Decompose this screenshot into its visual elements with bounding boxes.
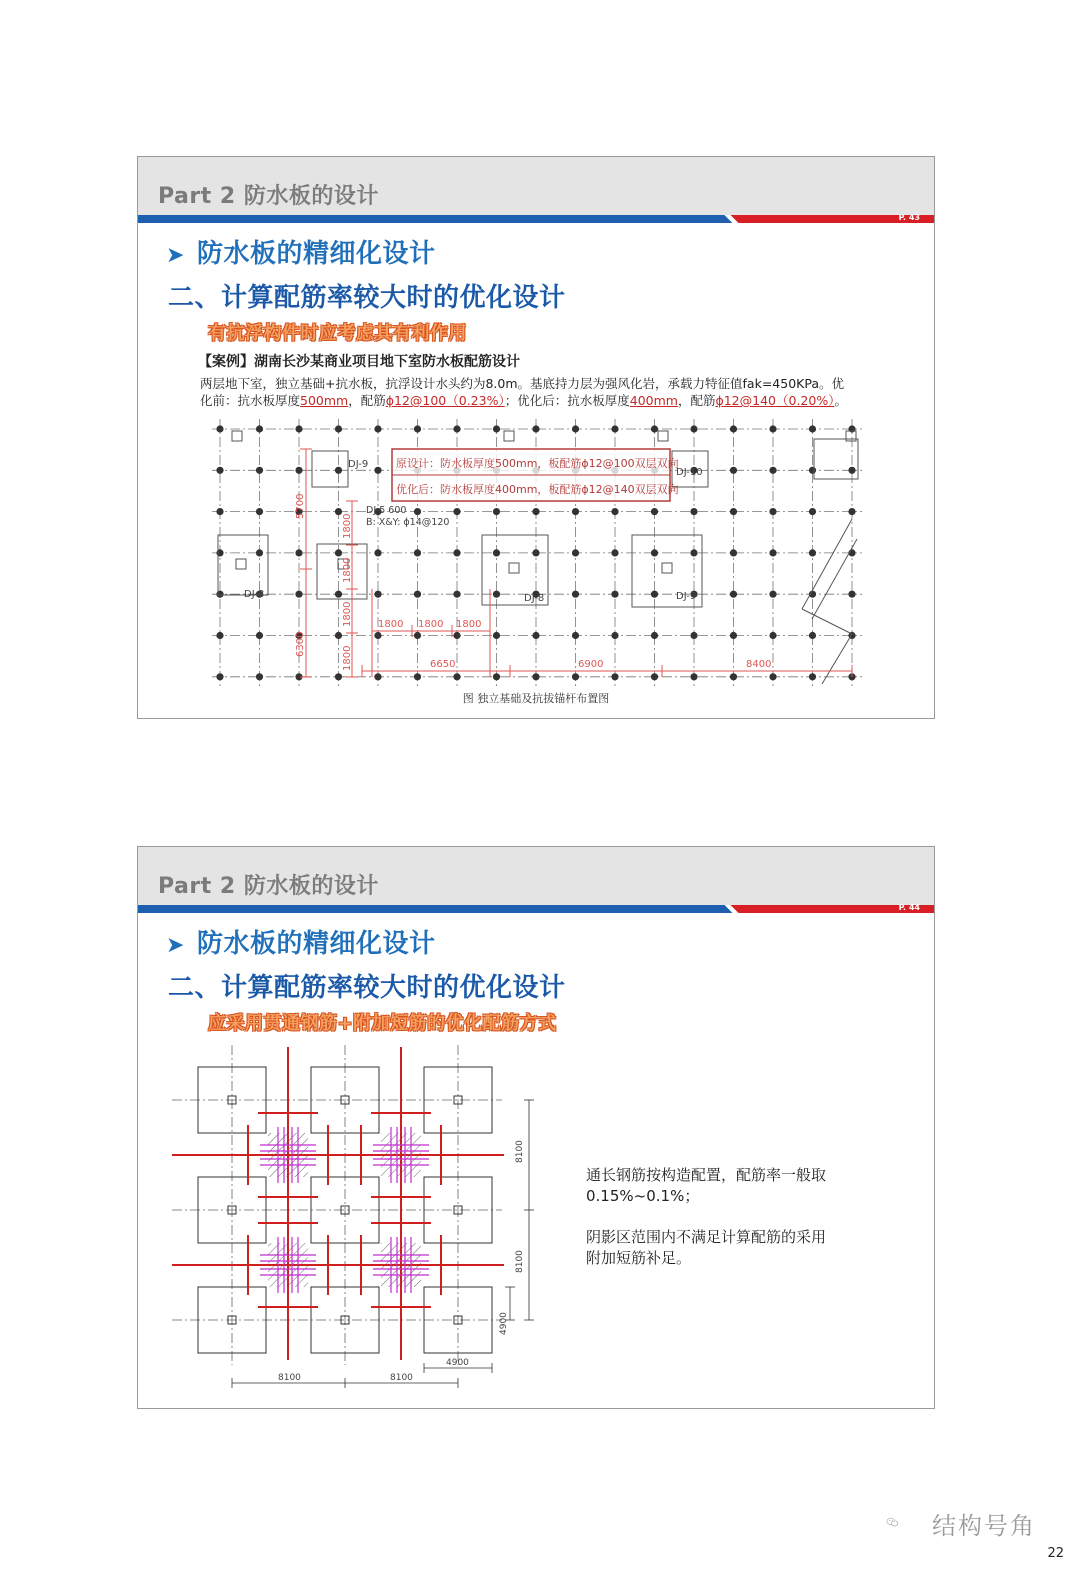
anchor-dot [611, 632, 618, 639]
anchor-dot [453, 549, 460, 556]
dim-1800-v3: 1800 [342, 601, 353, 627]
dim-1800-v2: 1800 [342, 557, 353, 583]
column-mark [662, 563, 672, 573]
anchor-dot [572, 591, 579, 598]
design-note-original: 原设计：防水板厚度500mm，板配筋ɸ12@100双层双向 [396, 457, 679, 470]
anchor-dot [809, 549, 816, 556]
para-text: ，配筋 [348, 393, 386, 408]
anchor-dot [848, 425, 855, 432]
anchor-dot [374, 549, 381, 556]
heading-1-text: 防水板的精细化设计 [196, 929, 436, 959]
para-text: ；优化后：抗水板厚度 [504, 393, 630, 408]
anchor-dot [295, 425, 302, 432]
dim-8400: 8400 [746, 659, 772, 670]
page-number: 22 [1047, 1546, 1064, 1561]
anchor-dot [493, 673, 500, 680]
column-mark [658, 431, 668, 441]
anchor-dot [335, 467, 342, 474]
anchor-dot [611, 549, 618, 556]
anchor-dot [769, 673, 776, 680]
anchor-dot [769, 632, 776, 639]
anchor-dot [295, 591, 302, 598]
anchor-dot [809, 425, 816, 432]
anchor-dot [532, 673, 539, 680]
anchor-dot [414, 549, 421, 556]
dim-1800-h3: 1800 [456, 619, 482, 630]
anchor-dot [256, 467, 263, 474]
anchor-dot [216, 508, 223, 515]
label-dj8b: DJ-8 [524, 593, 545, 604]
anchor-dot [769, 508, 776, 515]
dim-5700: 5700 [295, 493, 306, 519]
anchor-dot [453, 591, 460, 598]
anchor-dot [256, 549, 263, 556]
anchor-dot [493, 425, 500, 432]
anchor-dot [769, 549, 776, 556]
dim-8100-v2: 8100 [515, 1250, 525, 1273]
anchor-dot [809, 632, 816, 639]
para-value-red: ɸ12@100（0.23%） [385, 393, 505, 408]
note-line: 阴影区范围内不满足计算配筋的采用 [586, 1228, 827, 1246]
anchor-dot [216, 632, 223, 639]
anchor-dot [335, 632, 342, 639]
label-dj9b: DJ-9 [676, 591, 697, 602]
anchor-dot [256, 425, 263, 432]
note-line: 0.15%~0.1%； [586, 1187, 700, 1205]
anchor-dot [216, 549, 223, 556]
anchor-dot [651, 591, 658, 598]
dim-1800-h1: 1800 [378, 619, 404, 630]
part-title: Part 2 防水板的设计 [158, 184, 379, 209]
para-line-1: 两层地下室，独立基础+抗水板，抗浮设计水头约为8.0m。基底持力层为强风化岩，承载力特征值fak=450KPa。优 [200, 376, 844, 391]
anchor-dot [572, 549, 579, 556]
heading-1 [166, 923, 435, 960]
anchor-dot [374, 467, 381, 474]
anchor-dot [374, 673, 381, 680]
dim-8100-h1: 8100 [278, 1373, 301, 1383]
subtitle: 应采用贯通钢筋+附加短筋的优化配筋方式 [208, 1013, 557, 1034]
anchor-dot [256, 508, 263, 515]
anchor-dot [532, 425, 539, 432]
para-line-2 [200, 392, 890, 409]
anchor-dot [769, 425, 776, 432]
anchor-dot [453, 632, 460, 639]
anchor-dot [730, 467, 737, 474]
para-text: ，配筋 [677, 393, 716, 408]
anchor-dot [611, 425, 618, 432]
anchor-dot [809, 467, 816, 474]
case-paragraph [200, 375, 890, 409]
column-mark [236, 559, 246, 569]
header-color-bar [138, 903, 934, 913]
label-dj8a: DJ-8 [244, 589, 265, 600]
anchor-dot [295, 467, 302, 474]
logo-text: 结构号角 [932, 1512, 1036, 1540]
design-note-optimized: 优化后：防水板厚度400mm，板配筋ɸ12@140双层双向 [396, 483, 679, 496]
anchor-dot [493, 591, 500, 598]
anchor-dot [256, 632, 263, 639]
anchor-dot [374, 591, 381, 598]
note-line: 附加短筋补足。 [586, 1249, 692, 1267]
arrow-bullet-icon: ➤ [166, 933, 185, 958]
anchor-dot [295, 549, 302, 556]
dim-1800-v1: 1800 [342, 513, 353, 539]
anchor-dot [651, 508, 658, 515]
anchor-dot [848, 591, 855, 598]
anchor-dot [216, 425, 223, 432]
anchor-dot [730, 673, 737, 680]
anchor-dot [493, 508, 500, 515]
para-value-red: ɸ12@140（0.20%） [715, 393, 835, 408]
para-text: 化前：抗水板厚度 [200, 393, 301, 408]
subtitle: 有抗浮构件时应考虑其有利作用 [208, 323, 467, 344]
anchor-dot [690, 508, 697, 515]
anchor-dot [453, 508, 460, 515]
anchor-dot [532, 508, 539, 515]
figure-caption: 图 独立基础及抗拔锚杆布置图 [462, 692, 610, 705]
anchor-dot [651, 549, 658, 556]
anchor-dot [690, 632, 697, 639]
anchor-dot [809, 508, 816, 515]
heading-2: 二、计算配筋率较大时的优化设计 [168, 283, 566, 313]
dim-6650: 6650 [430, 659, 456, 670]
heading-1-text: 防水板的精细化设计 [196, 239, 436, 269]
anchor-dot [848, 508, 855, 515]
case-title: 【案例】湖南长沙某商业项目地下室防水板配筋设计 [198, 354, 520, 370]
anchor-dot [572, 508, 579, 515]
para-text: 。 [834, 393, 847, 408]
anchor-dot [335, 549, 342, 556]
anchor-dot [414, 632, 421, 639]
anchor-dot [335, 673, 342, 680]
anchor-dot [493, 549, 500, 556]
anchor-dot [730, 425, 737, 432]
footing-dj9 [312, 451, 348, 487]
wechat-icon [886, 1505, 932, 1539]
anchor-dot [611, 673, 618, 680]
anchor-dot [493, 632, 500, 639]
slide-p43 [137, 156, 935, 719]
anchor-dot [414, 673, 421, 680]
anchor-dot [374, 425, 381, 432]
anchor-dot [769, 591, 776, 598]
label-dj5-size: DJ-5 600 [366, 505, 407, 516]
page-tag: P. 43 [898, 213, 920, 222]
anchor-dot [611, 591, 618, 598]
anchor-dot [414, 425, 421, 432]
slide-p44 [137, 846, 935, 1409]
anchor-dot [532, 549, 539, 556]
anchor-dot [414, 591, 421, 598]
anchor-dot [216, 673, 223, 680]
note-through-rebar [586, 1165, 886, 1207]
anchor-dot [216, 591, 223, 598]
anchor-dot [690, 425, 697, 432]
arrow-bullet-icon: ➤ [166, 243, 185, 268]
anchor-dot [256, 673, 263, 680]
anchor-dot [809, 673, 816, 680]
dim-1800-h2: 1800 [418, 619, 444, 630]
anchor-dot [769, 467, 776, 474]
page-tag: P. 44 [898, 903, 920, 912]
label-dj9: DJ-9 [348, 459, 369, 470]
anchor-dot [335, 591, 342, 598]
dim-4900-v: 4900 [499, 1312, 509, 1335]
anchor-dot [690, 673, 697, 680]
para-value-red: 400mm [629, 393, 678, 408]
anchor-dot [730, 508, 737, 515]
dim-8100-v1: 8100 [515, 1140, 525, 1163]
anchor-dot [453, 425, 460, 432]
footing-left [218, 535, 268, 595]
anchor-dot [335, 425, 342, 432]
dim-6300: 6300 [295, 631, 306, 657]
note-short-rebar [586, 1227, 886, 1269]
slide-header [138, 847, 934, 905]
dim-1800-v4: 1800 [342, 645, 353, 671]
anchor-dot [651, 425, 658, 432]
anchor-dot [730, 549, 737, 556]
dim-8100-h2: 8100 [390, 1373, 413, 1383]
label-dj10: DJ-10 [676, 467, 703, 478]
part-title: Part 2 防水板的设计 [158, 874, 379, 899]
anchor-dot [216, 467, 223, 474]
note-line: 通长钢筋按构造配置，配筋率一般取 [586, 1166, 827, 1184]
anchor-dot [572, 632, 579, 639]
anchor-dot [730, 591, 737, 598]
heading-2: 二、计算配筋率较大时的优化设计 [168, 973, 566, 1003]
column-mark [232, 431, 242, 441]
foundation-anchor-plan [212, 419, 862, 689]
anchor-dot [453, 673, 460, 680]
anchor-dot [690, 549, 697, 556]
dim-4900-h: 4900 [446, 1358, 469, 1368]
header-color-bar [138, 213, 934, 223]
column-mark [504, 431, 514, 441]
reinforcement-plan [172, 1045, 542, 1390]
anchor-dot [651, 673, 658, 680]
anchor-dot [532, 632, 539, 639]
anchor-dot [572, 673, 579, 680]
label-dj5-rebar: B: X&Y: ɸ14@120 [366, 517, 450, 528]
anchor-dot [414, 508, 421, 515]
anchor-dot [611, 508, 618, 515]
heading-1 [166, 233, 435, 270]
anchor-dot [651, 632, 658, 639]
column-mark [509, 563, 519, 573]
slide-header [138, 157, 934, 215]
anchor-dot [730, 632, 737, 639]
anchor-dot [848, 467, 855, 474]
dim-6900: 6900 [578, 659, 604, 670]
para-value-red: 500mm [300, 393, 349, 408]
anchor-dot [374, 632, 381, 639]
anchor-dot [572, 425, 579, 432]
